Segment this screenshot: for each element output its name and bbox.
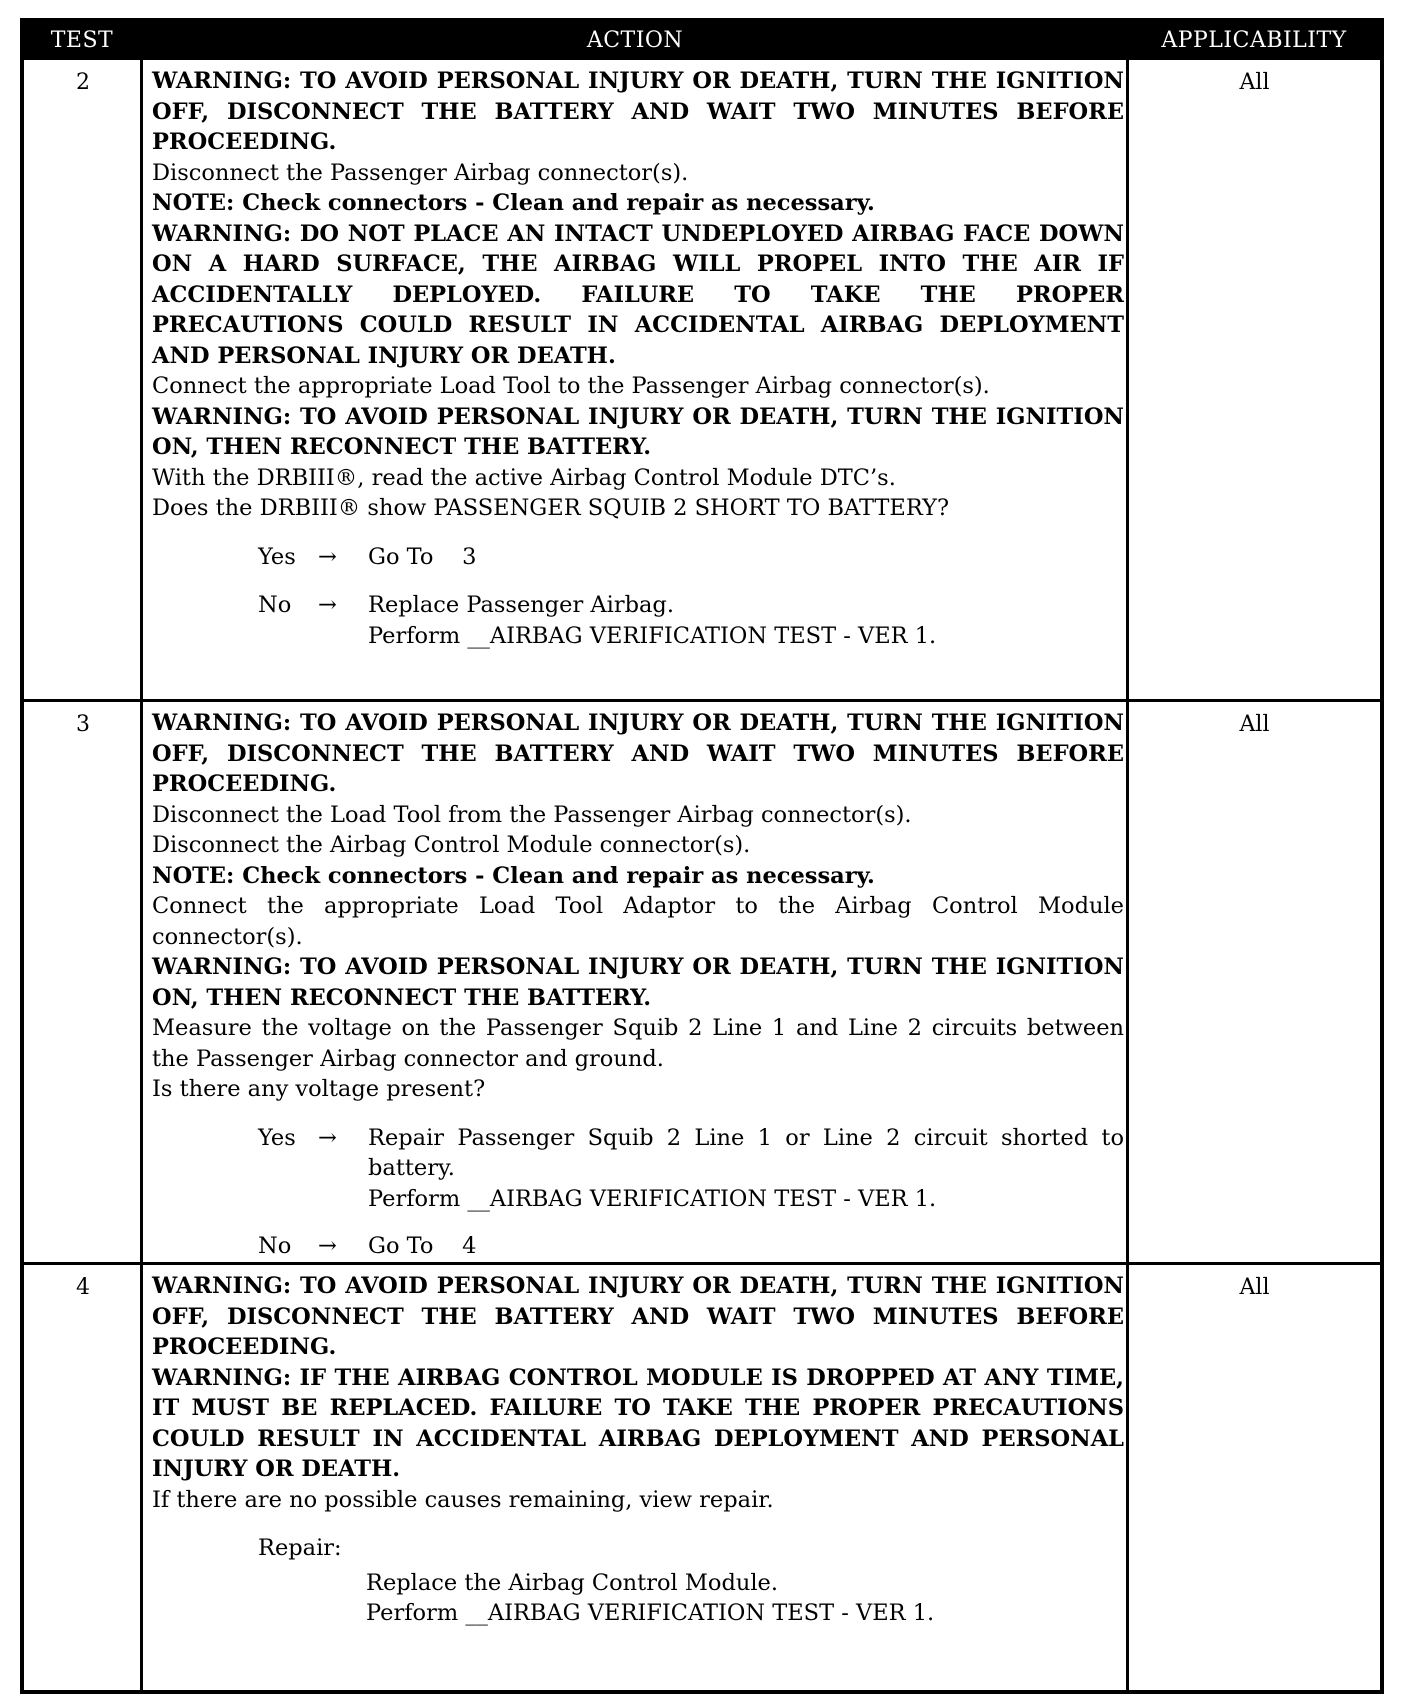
arrow-icon: → bbox=[318, 592, 337, 618]
action-cell bbox=[152, 708, 1124, 1261]
instruction-text: Connect the appropriate Load Tool to the Passenger Airbag connector(s). bbox=[152, 373, 990, 399]
no-label: No bbox=[258, 1232, 292, 1259]
arrow-icon: → bbox=[318, 1232, 337, 1259]
no-label: No bbox=[258, 592, 292, 618]
question-text: Does the DRBIII® show PASSENGER SQUIB 2 SHORT TO BATTERY? bbox=[152, 495, 950, 521]
no-branch bbox=[258, 590, 1124, 652]
instruction-text: Disconnect the Passenger Airbag connector(s). bbox=[152, 159, 689, 186]
yes-action: Repair Passenger Squib 2 Line 1 or Line 2 circuit shorted to battery. bbox=[368, 1124, 1124, 1181]
question-text: Is there any voltage present? bbox=[152, 1076, 486, 1102]
warning-text: WARNING: TO AVOID PERSONAL INJURY OR DEATH, TURN THE IGNITION ON, THEN RECONNECT THE BATTERY. bbox=[152, 403, 1124, 460]
test-number: 4 bbox=[76, 1275, 90, 1300]
yes-label: Yes bbox=[258, 1124, 296, 1151]
warning-text: WARNING: IF THE AIRBAG CONTROL MODULE IS DROPPED AT ANY TIME, IT MUST BE REPLACED. FAILURE TO TAKE THE PROPER PRECAUTIONS COULD RESULT IN ACCIDENTAL AIRBAG DEPLOYMENT AND PERSONAL INJURY OR DEATH. bbox=[152, 1364, 1124, 1482]
yes-label: Yes bbox=[258, 543, 296, 570]
instruction-text: Measure the voltage on the Passenger Squib 2 Line 1 and Line 2 circuits between the Passenger Airbag connector and ground. bbox=[152, 1015, 1124, 1072]
applicability-value: All bbox=[1239, 1275, 1270, 1300]
yes-branch bbox=[258, 1123, 1124, 1215]
repair-step: Perform __AIRBAG VERIFICATION TEST - VER 1. bbox=[366, 1600, 935, 1626]
applicability-value: All bbox=[1239, 712, 1270, 737]
repair-step: Replace the Airbag Control Module. bbox=[366, 1569, 778, 1596]
yes-branch bbox=[258, 542, 1124, 573]
no-action: Replace Passenger Airbag. bbox=[368, 592, 674, 618]
no-action: Perform __AIRBAG VERIFICATION TEST - VER 1. bbox=[368, 622, 937, 649]
row-divider bbox=[24, 699, 1380, 702]
instruction-text: Connect the appropriate Load Tool Adaptor to the Airbag Control Module connector(s). bbox=[152, 893, 1124, 950]
column-divider bbox=[1126, 60, 1129, 1694]
warning-text: WARNING: TO AVOID PERSONAL INJURY OR DEATH, TURN THE IGNITION OFF, DISCONNECT THE BATTERY AND WAIT TWO MINUTES BEFORE PROCEEDING. bbox=[152, 68, 1124, 155]
column-divider bbox=[140, 60, 143, 1694]
repair-steps bbox=[366, 1568, 1124, 1629]
action-cell bbox=[152, 66, 1124, 652]
applicability-value: All bbox=[1239, 70, 1270, 95]
row-divider bbox=[24, 1262, 1380, 1265]
test-number: 3 bbox=[76, 712, 90, 737]
no-action: Go To 4 bbox=[368, 1232, 477, 1259]
warning-text: WARNING: TO AVOID PERSONAL INJURY OR DEATH, TURN THE IGNITION ON, THEN RECONNECT THE BATTERY. bbox=[152, 954, 1124, 1011]
yes-action: Perform __AIRBAG VERIFICATION TEST - VER 1. bbox=[368, 1185, 937, 1212]
header-test: TEST bbox=[50, 28, 114, 53]
warning-text: WARNING: DO NOT PLACE AN INTACT UNDEPLOYED AIRBAG FACE DOWN ON A HARD SURFACE, THE AIRBAG WILL PROPEL INTO THE AIR IF ACCIDENTALLY DEPLOYED. FAILURE TO TAKE THE PROPER PRECAUTIONS COULD RESULT IN ACCIDENTAL AIRBAG DEPLOYMENT AND PERSONAL INJURY OR DEATH. bbox=[152, 220, 1124, 369]
arrow-icon: → bbox=[318, 543, 337, 570]
diagnostic-table bbox=[20, 18, 1384, 1694]
instruction-text: Disconnect the Load Tool from the Passenger Airbag connector(s). bbox=[152, 801, 912, 828]
warning-text: WARNING: TO AVOID PERSONAL INJURY OR DEATH, TURN THE IGNITION OFF, DISCONNECT THE BATTERY AND WAIT TWO MINUTES BEFORE PROCEEDING. bbox=[152, 710, 1124, 797]
table-header bbox=[24, 22, 1380, 60]
action-cell bbox=[152, 1271, 1124, 1629]
test-number: 2 bbox=[76, 70, 90, 95]
instruction-text: With the DRBIII®, read the active Airbag Control Module DTC’s. bbox=[152, 464, 896, 491]
header-action: ACTION bbox=[586, 28, 684, 53]
yes-action: Go To 3 bbox=[368, 543, 477, 570]
no-branch bbox=[258, 1231, 1124, 1262]
note-text: NOTE: Check connectors - Clean and repair as necessary. bbox=[152, 862, 875, 889]
instruction-text: If there are no possible causes remaining, view repair. bbox=[152, 1486, 774, 1513]
note-text: NOTE: Check connectors - Clean and repair as necessary. bbox=[152, 190, 875, 216]
header-applicability: APPLICABILITY bbox=[1161, 28, 1347, 53]
instruction-text: Disconnect the Airbag Control Module connector(s). bbox=[152, 832, 751, 858]
warning-text: WARNING: TO AVOID PERSONAL INJURY OR DEATH, TURN THE IGNITION OFF, DISCONNECT THE BATTERY AND WAIT TWO MINUTES BEFORE PROCEEDING. bbox=[152, 1273, 1124, 1360]
arrow-icon: → bbox=[318, 1124, 337, 1151]
repair-label: Repair: bbox=[258, 1535, 342, 1561]
